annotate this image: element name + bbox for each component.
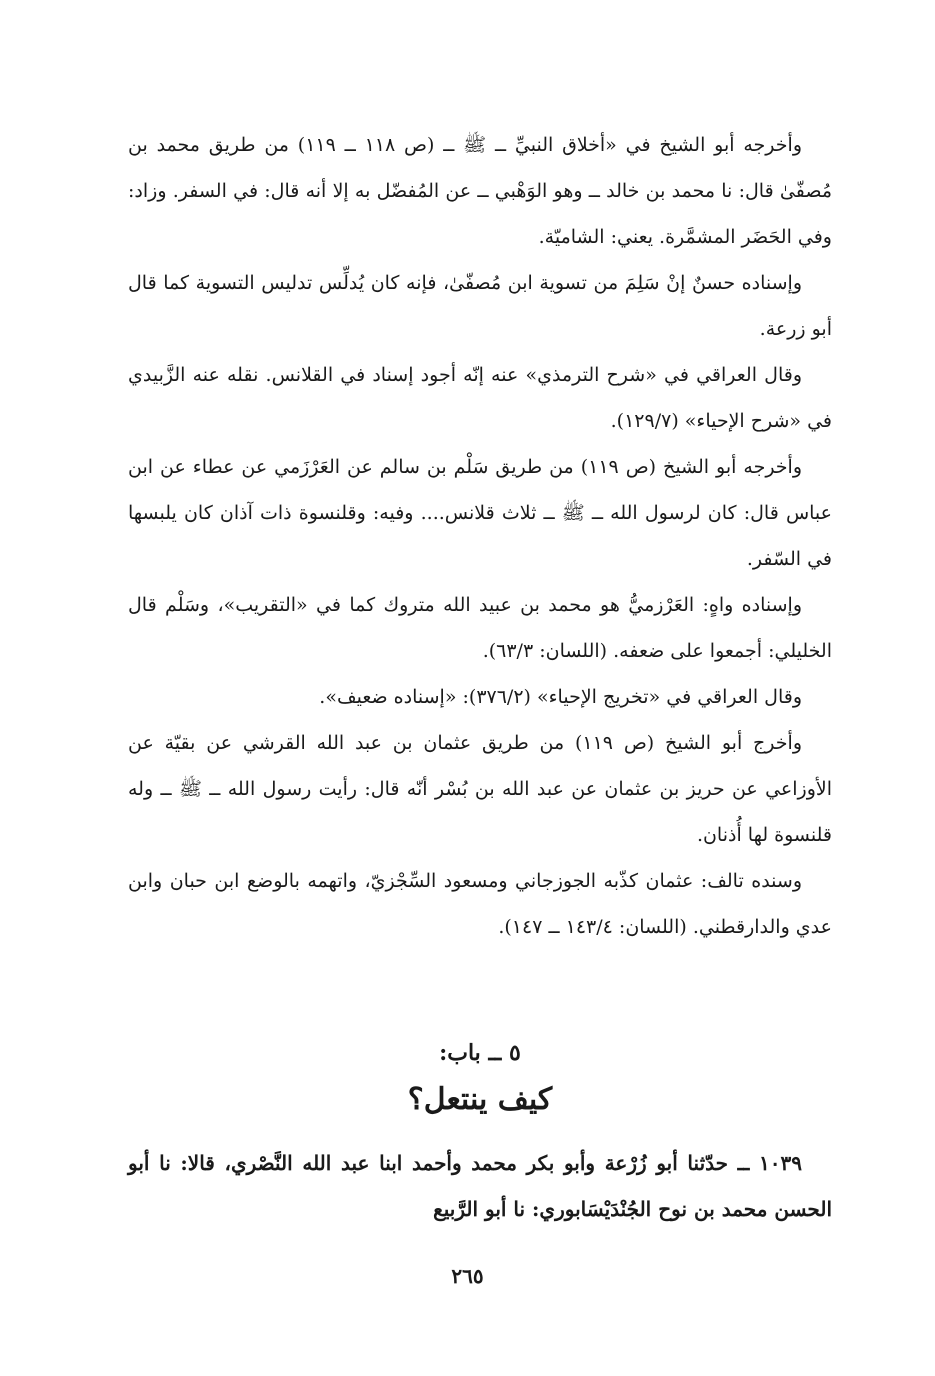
paragraph-6: وقال العراقي في «تخريج الإحياء» (٣٧٦/٢): «إسناده ضعيف». [319, 686, 802, 708]
paragraph-4: وأخرجه أبو الشيخ (ص ١١٩) من طريق سَلْم بن سالم عن العَرْزَمي عن عطاء عن ابن عباس قال: كان لرسول الله ــ ﷺ ــ ثلاث قلانس.... وفيه: وقلنسوة ذات آذان كان يلبسها في السّفر. [128, 456, 832, 570]
paragraph-5: وإسناده واهٍ: العَرْزميُّ هو محمد بن عبيد الله متروك كما في «التقريب»، وسَلْم قال الخليلي: أجمعوا على ضعفه. (اللسان: ٦٣/٣). [128, 594, 832, 662]
commentary-text [128, 122, 832, 950]
paragraph-8: وسنده تالف: عثمان كذّبه الجوزجاني ومسعود السِّجْزيّ، واتهمه بالوضع ابن حبان وابن عدي والدارقطني. (اللسان: ١٤٣/٤ ــ ١٤٧). [128, 870, 832, 938]
paragraph-3: وقال العراقي في «شرح الترمذي» عنه إنّه أجود إسناد في القلانس. نقله عنه الزَّبيدي في «شرح الإحياء» (١٢٩/٧). [128, 364, 832, 432]
paragraph-1: وأخرجه أبو الشيخ في «أخلاق النبيِّ ــ ﷺ ــ (ص ١١٨ ــ ١١٩) من طريق محمد بن مُصفّىٰ قال: نا محمد بن خالد ــ وهو الوَهْبي ــ عن المُفضّل به إلا أنه قال: في السفر. وزاد: وفي الحَضَر المشمَّرة. يعني: الشاميّة. [128, 134, 832, 248]
hadith-text [128, 1140, 832, 1232]
hadith-paragraph: ١٠٣٩ ــ حدّثنا أبو زُرْعة وأبو بكر محمد وأحمد ابنا عبد الله النَّصْري، قالا: نا أبو الحسن محمد بن نوح الجُنْدَيْسَابوري: نا أبو الرَّبيع [128, 1151, 832, 1221]
paragraph-2: وإسناده حسنٌ إنْ سَلِمَ من تسوية ابن مُصفّىٰ، فإنه كان يُدلِّس تدليس التسوية كما قال أبو زرعة. [128, 272, 832, 340]
section-number: ٥ ــ باب: [439, 1040, 521, 1066]
paragraph-7: وأخرج أبو الشيخ (ص ١١٩) من طريق عثمان بن عبد الله القرشي عن بقيّة عن الأوزاعي عن حريز بن عثمان عن عبد الله بن بُسْر أنّه قال: رأيت رسول الله ــ ﷺ ــ وله قلنسوة لها أُذنان. [128, 732, 832, 846]
section-title: كيف ينتعل؟ [407, 1082, 553, 1117]
page-number: ٢٦٥ [451, 1264, 484, 1288]
